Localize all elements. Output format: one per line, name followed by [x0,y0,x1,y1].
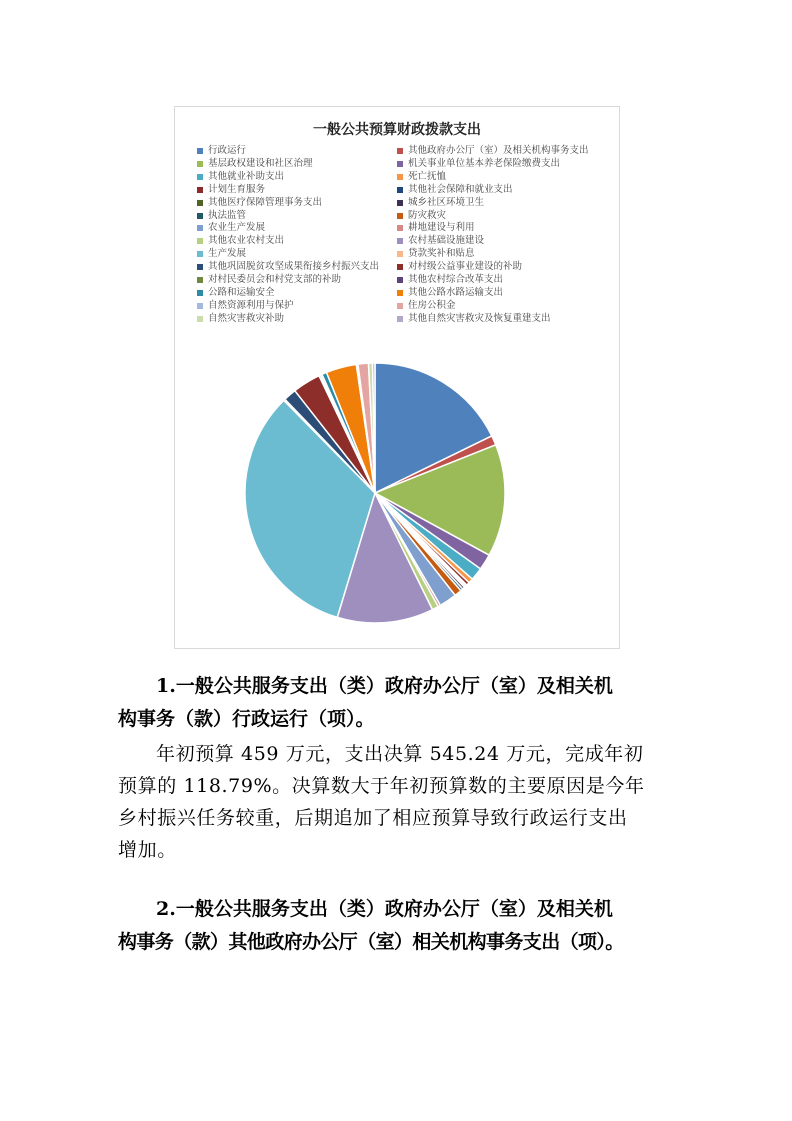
legend-label: 其他医疗保障管理事务支出 [208,196,323,208]
pie-chart-figure [174,106,620,649]
section-2-heading [118,893,678,959]
legend-label: 其他农村综合改革支出 [408,274,504,285]
section-1-heading-line-1: 1.一般公共服务支出（类）政府办公厅（室）及相关机 [156,675,613,697]
section-1-heading-line-2: 构事务（款）行政运行（项）。 [118,708,375,730]
section-1-heading [118,670,678,736]
section-1-para-line-2: 预算的 118.79%。决算数大于年初预算数的主要原因是今年 [118,775,645,797]
section-1-para-line-1: 年初预算 459 万元，支出决算 545.24 万元，完成年初 [156,743,644,765]
legend-label: 其他社会保障和就业支出 [408,183,513,195]
pie-chart [175,107,621,650]
legend-label: 贷款奖补和贴息 [408,248,475,260]
legend-label: 生产发展 [208,248,247,260]
legend-label: 耕地建设与利用 [408,222,475,234]
legend-label: 执法监管 [208,209,247,221]
legend-label: 农村基础设施建设 [408,235,485,247]
legend-label: 防灾救灾 [408,209,447,221]
legend-label: 对村民委员会和村党支部的补助 [208,274,342,285]
legend-label: 其他就业补助支出 [208,170,285,182]
chart-title: 一般公共预算财政拨款支出 [313,122,481,138]
section-2-heading-line-1: 2.一般公共服务支出（类）政府办公厅（室）及相关机 [156,898,613,920]
section-2 [118,893,678,959]
legend-label: 其他政府办公厅（室）及相关机构事务支出 [408,145,589,156]
legend-label: 农业生产发展 [208,222,266,234]
legend-label: 行政运行 [208,145,247,156]
legend-label: 其他公路水路运输支出 [408,286,504,298]
legend-label: 公路和运输安全 [208,286,275,298]
legend-label: 住房公积金 [408,299,456,311]
legend-label: 自然灾害救灾补助 [208,312,285,324]
legend-label: 其他巩固脱贫攻坚成果衔接乡村振兴支出 [208,261,380,273]
section-2-heading-line-2: 构事务（款）其他政府办公厅（室）相关机构事务支出（项）。 [118,931,624,953]
section-1 [118,670,678,866]
section-1-para-line-4: 增加。 [118,839,177,861]
legend-label: 其他自然灾害救灾及恢复重建支出 [408,312,551,324]
legend-label: 自然资源利用与保护 [208,299,294,311]
legend-label: 计划生育服务 [208,183,266,195]
legend-label: 死亡抚恤 [408,170,447,182]
section-1-para-line-3: 乡村振兴任务较重，后期追加了相应预算导致行政运行支出 [118,807,628,829]
legend-label: 对村级公益事业建设的补助 [408,261,523,273]
legend-label: 基层政权建设和社区治理 [208,157,313,169]
section-1-paragraph [118,738,678,866]
legend-label: 其他农业农村支出 [208,235,285,247]
legend-label: 机关事业单位基本养老保险缴费支出 [408,157,561,169]
legend-label: 城乡社区环境卫生 [408,196,485,208]
